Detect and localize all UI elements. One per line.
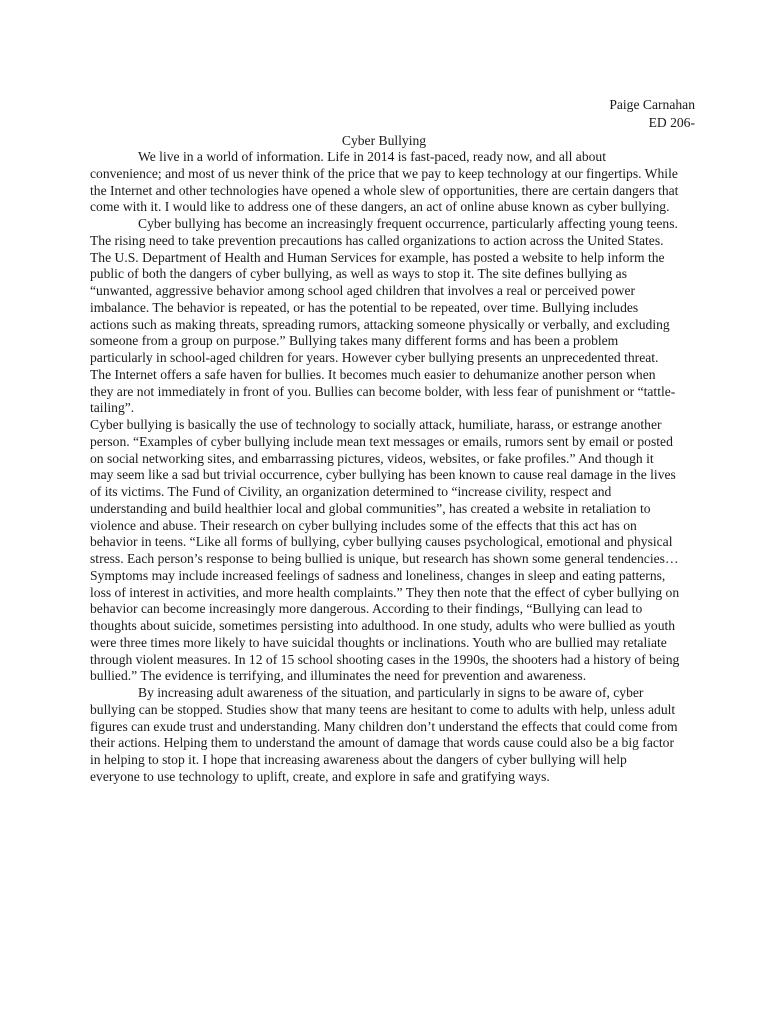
document-header — [609, 96, 695, 132]
paragraph-2: Cyber bullying has become an increasingly frequent occurrence, particularly affecting young teens. The rising need to take prevention precautions has called organizations to action across the United States. The U.S. Department of Health and Human Services for example, has posted a website to help inform the public of both the dangers of cyber bullying, as well as ways to stop it. The site defines bullying as “unwanted, aggressive behavior among school aged children that involves a real or perceived power imbalance. The behavior is repeated, or has the potential to be repeated, over time. Bullying includes actions such as making threats, spreading rumors, attacking someone physically or verbally, and excluding someone from a group on purpose.” Bullying takes many different forms and has been a problem particularly in school-aged children for years. However cyber bullying presents an unprecedented threat. The Internet offers a safe haven for bullies. It becomes much easier to dehumanize another person when they are not immediately in front of you. Bullies can become bolder, with less fear of punishment or “tattle-tailing”. — [90, 216, 678, 416]
paragraph-1: We live in a world of information. Life in 2014 is fast-paced, ready now, and all about convenience; and most of us never think of the price that we pay to keep technology at our fingertips. While the Internet and other technologies have opened a whole slew of opportunities, there are certain dangers that come with it. I would like to address one of these dangers, an act of online abuse known as cyber bullying. — [90, 149, 679, 215]
document-body — [90, 149, 680, 786]
paragraph-3: Cyber bullying is basically the use of technology to socially attack, humiliate, harass, or estrange another person. “Examples of cyber bullying include mean text messages or emails, rumors sent by email or posted on social networking sites, and embarrassing pictures, videos, websites, or fake profiles.” And though it may seem like a sad but trivial occurrence, cyber bullying has been known to cause real damage in the lives of its victims. The Fund of Civility, an organization determined to “increase civility, respect and understanding and build healthier local and global communities”, has created a website in retaliation to violence and abuse. Their research on cyber bullying includes some of the effects that this act has on behavior in teens. “Like all forms of bullying, cyber bullying causes psychological, emotional and physical stress. Each person’s response to being bullied is unique, but research has shown some general tendencies… Symptoms may include increased feelings of sadness and loneliness, changes in sleep and eating patterns, loss of interest in activities, and more health complaints.” They then note that the effect of cyber bullying on behavior can become increasingly more dangerous. According to their findings, “Bullying can lead to thoughts about suicide, sometimes persisting into adulthood. In one study, adults who were bullied as youth were three times more likely to have suicidal thoughts or inclinations. Youth who are bullied may retaliate through violent measures. In 12 of 15 school shooting cases in the 1990s, the shooters had a history of being bullied.” The evidence is terrifying, and illuminates the need for prevention and awareness. — [90, 417, 680, 684]
course-code: ED 206- — [648, 115, 695, 130]
paragraph-4: By increasing adult awareness of the situation, and particularly in signs to be aware of, cyber bullying can be stopped. Studies show that many teens are hesitant to come to adults with help, unless adult figures can exude trust and understanding. Many children don’t understand the effects that could come from their actions. Helping them to understand the amount of damage that words cause could also be a big factor in helping to stop it. I hope that increasing awareness about the dangers of cyber bullying will help everyone to use technology to uplift, create, and explore in safe and gratifying ways. — [90, 685, 678, 784]
author-name: Paige Carnahan — [609, 97, 695, 112]
document-title: Cyber Bullying — [341, 133, 427, 148]
